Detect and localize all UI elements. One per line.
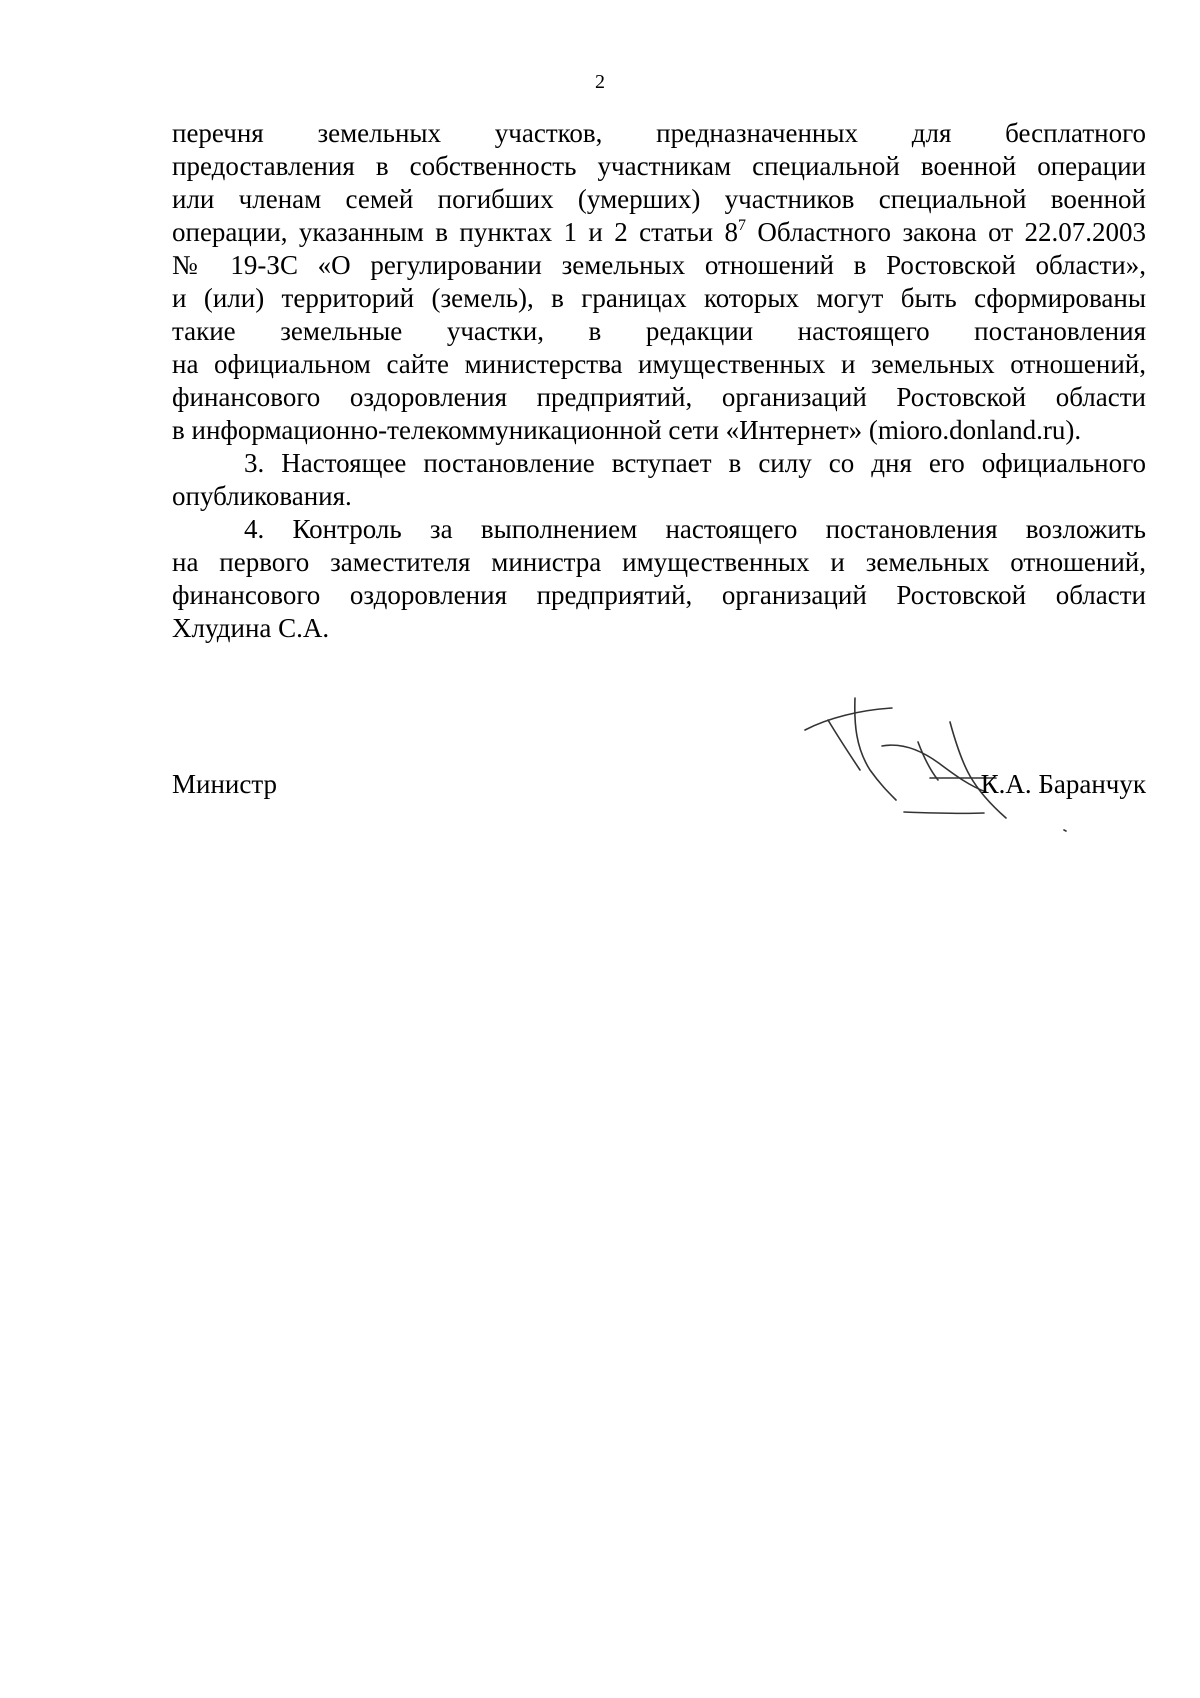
- article-superscript: 7: [738, 217, 747, 234]
- text-line: в информационно-телекоммуникационной сети «Интернет» (mioro.donland.ru).: [172, 415, 1082, 445]
- text-line-with-superscript: [172, 216, 1146, 249]
- text-line: и (или) территорий (земель), в границах которых могут быть сформированы: [172, 283, 1146, 313]
- text-line: финансового оздоровления предприятий, организаций Ростовской области: [172, 580, 1146, 610]
- text-line: 3. Настоящее постановление вступает в силу со дня его официального: [244, 448, 1146, 478]
- paragraph-2-continuation: [172, 117, 1146, 447]
- text-line: № 19-ЗС «О регулировании земельных отношений в Ростовской области»,: [172, 250, 1146, 280]
- text-line: Хлудина С.А.: [172, 613, 330, 643]
- text-line: или членам семей погибших (умерших) участников специальной военной: [172, 184, 1146, 214]
- text-line: такие земельные участки, в редакции настоящего постановления: [172, 316, 1146, 346]
- text-line: на официальном сайте министерства имущественных и земельных отношений,: [172, 349, 1146, 379]
- document-body: [172, 117, 1146, 645]
- text-fragment: операции, указанным в пунктах 1 и 2 статьи 8: [172, 217, 739, 247]
- text-fragment: Областного закона от 22.07.2003: [746, 217, 1146, 247]
- text-line: опубликования.: [172, 481, 352, 511]
- paragraph-4: [172, 513, 1146, 645]
- page-number: 2: [595, 71, 605, 93]
- text-line: на первого заместителя министра имущественных и земельных отношений,: [172, 547, 1146, 577]
- text-line: перечня земельных участков, предназначенных для бесплатного: [172, 118, 1146, 148]
- text-line: предоставления в собственность участникам специальной военной операции: [172, 151, 1146, 181]
- signature-block: [172, 768, 1146, 808]
- text-line: финансового оздоровления предприятий, организаций Ростовской области: [172, 382, 1146, 412]
- signer-position: Министр: [172, 769, 277, 799]
- paragraph-3: [172, 447, 1146, 513]
- text-line: 4. Контроль за выполнением настоящего постановления возложить: [244, 514, 1146, 544]
- signer-name: К.А. Баранчук: [980, 769, 1146, 799]
- handwritten-signature: [800, 696, 1140, 836]
